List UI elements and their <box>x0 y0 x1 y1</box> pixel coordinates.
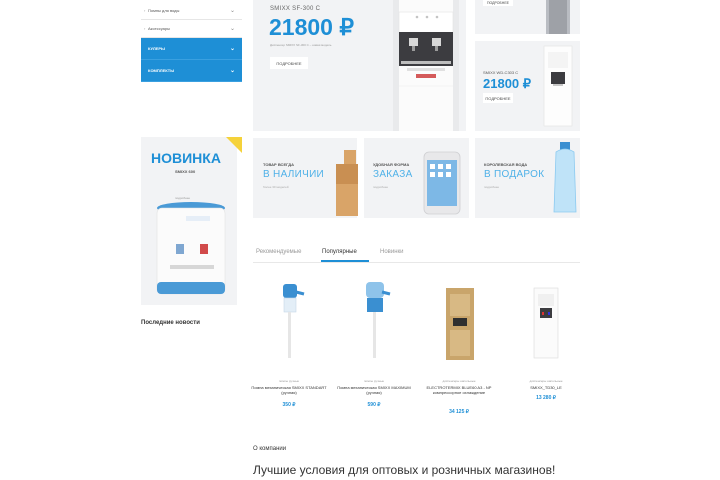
hero-price: 21800 ₽ <box>269 14 354 40</box>
product-category: диспенсеры напольные <box>442 379 476 383</box>
pump-product-image <box>270 280 310 360</box>
banner-small-text: ТОВАР ВСЕГДА <box>263 162 295 167</box>
product-price: 13 280 ₽ <box>536 395 556 401</box>
product-price: 34 125 ₽ <box>449 409 469 415</box>
sidebar-menu <box>141 0 242 80</box>
corner-ribbon-icon <box>222 137 242 157</box>
product-category: диспенсеры напольные <box>529 379 563 383</box>
chevron-right-icon: › <box>144 26 146 31</box>
tab-recommended[interactable]: Рекомендуемые <box>256 249 302 255</box>
promo-subtitle: SMIXX 600 <box>175 169 196 174</box>
water-cooler-image <box>387 0 465 131</box>
cooler-thumbnail-image <box>538 44 578 128</box>
chevron-right-icon: › <box>144 8 146 13</box>
hero-subtitle: SMIXX SF-300 C <box>270 6 321 12</box>
latest-news-heading: Последние новости <box>141 320 200 326</box>
chevron-down-icon: ⌄ <box>229 68 235 74</box>
product-name[interactable]: Помпа механическая SMIXX MAXIMUM (ручная) <box>337 385 411 395</box>
menu-item-label: КУЛЕРЫ <box>148 46 165 51</box>
tab-popular[interactable]: Популярные <box>322 249 357 255</box>
active-tab-indicator <box>321 260 369 262</box>
product-category: помпы ручные <box>363 379 385 383</box>
hero-details-button[interactable]: ПОДРОБНЕЕ <box>270 57 308 69</box>
tab-new[interactable]: Новинки <box>380 249 404 255</box>
product-name[interactable]: SMIXX_TD30_LE <box>530 385 562 390</box>
smartphone-image <box>418 150 466 216</box>
banner-tiny-text: подробнее <box>373 185 389 189</box>
cooler-product-image <box>528 286 564 360</box>
cooler-product-image <box>440 284 480 362</box>
about-tagline: Лучшие условия для оптовых и розничных магазинов! <box>253 463 556 477</box>
banner-tiny-text: подробнее <box>484 185 500 189</box>
menu-item-kits[interactable] <box>141 60 242 82</box>
product-price: 590 ₽ <box>367 402 381 408</box>
product-name[interactable]: ELECTROTERMIX BLUE60 A3 - NP компрессорное охлаждение <box>426 385 492 395</box>
chevron-down-icon: ⌄ <box>229 8 235 14</box>
promo-details-link[interactable]: подробнее <box>175 196 191 200</box>
menu-item-accessories[interactable] <box>141 20 242 38</box>
banner-big-text: В НАЛИЧИИ <box>263 169 325 180</box>
card-details-button[interactable]: ПОДРОБНЕЕ <box>483 93 513 103</box>
card-price: 21800 ₽ <box>483 76 532 91</box>
tabletop-cooler-image <box>148 200 234 300</box>
menu-item-label: Помпы для воды <box>148 8 180 13</box>
cooler-thumbnail-image <box>540 0 578 34</box>
boxes-image <box>330 150 358 216</box>
product-category: помпы ручные <box>278 379 300 383</box>
product-price: 350 ₽ <box>282 402 296 408</box>
pump-product-image <box>355 280 395 360</box>
water-bottle-image <box>548 142 580 214</box>
menu-item-label: Аксессуары <box>148 26 170 31</box>
banner-tiny-text: более 30 моделей <box>263 185 289 189</box>
hero-description: Диспенсер SMIXX SF-300 C – новая модель <box>270 43 332 47</box>
about-heading: О компании <box>253 446 287 452</box>
banner-big-text: ЗАКАЗА <box>373 169 413 180</box>
menu-item-pumps[interactable] <box>141 2 242 20</box>
top-card-details-button[interactable]: ПОДРОБНЕЕ <box>483 0 513 6</box>
banner-small-text: УДОБНАЯ ФОРМА <box>373 162 410 167</box>
banner-big-text: В ПОДАРОК <box>484 169 545 180</box>
chevron-down-icon: ⌄ <box>229 26 235 32</box>
card-title: SMIXX WD-C303 C <box>483 70 519 75</box>
menu-item-coolers[interactable] <box>141 38 242 60</box>
banner-small-text: КОРОЛЕВСКАЯ ВОДА <box>484 162 528 167</box>
product-name[interactable]: Помпа механическая SMIXX STANDART (ручная) <box>251 385 327 395</box>
promo-title: НОВИНКА <box>151 150 221 166</box>
tabs-divider <box>253 262 580 263</box>
menu-item-label: КОМПЛЕКТЫ <box>148 68 175 73</box>
chevron-down-icon: ⌄ <box>229 46 235 52</box>
